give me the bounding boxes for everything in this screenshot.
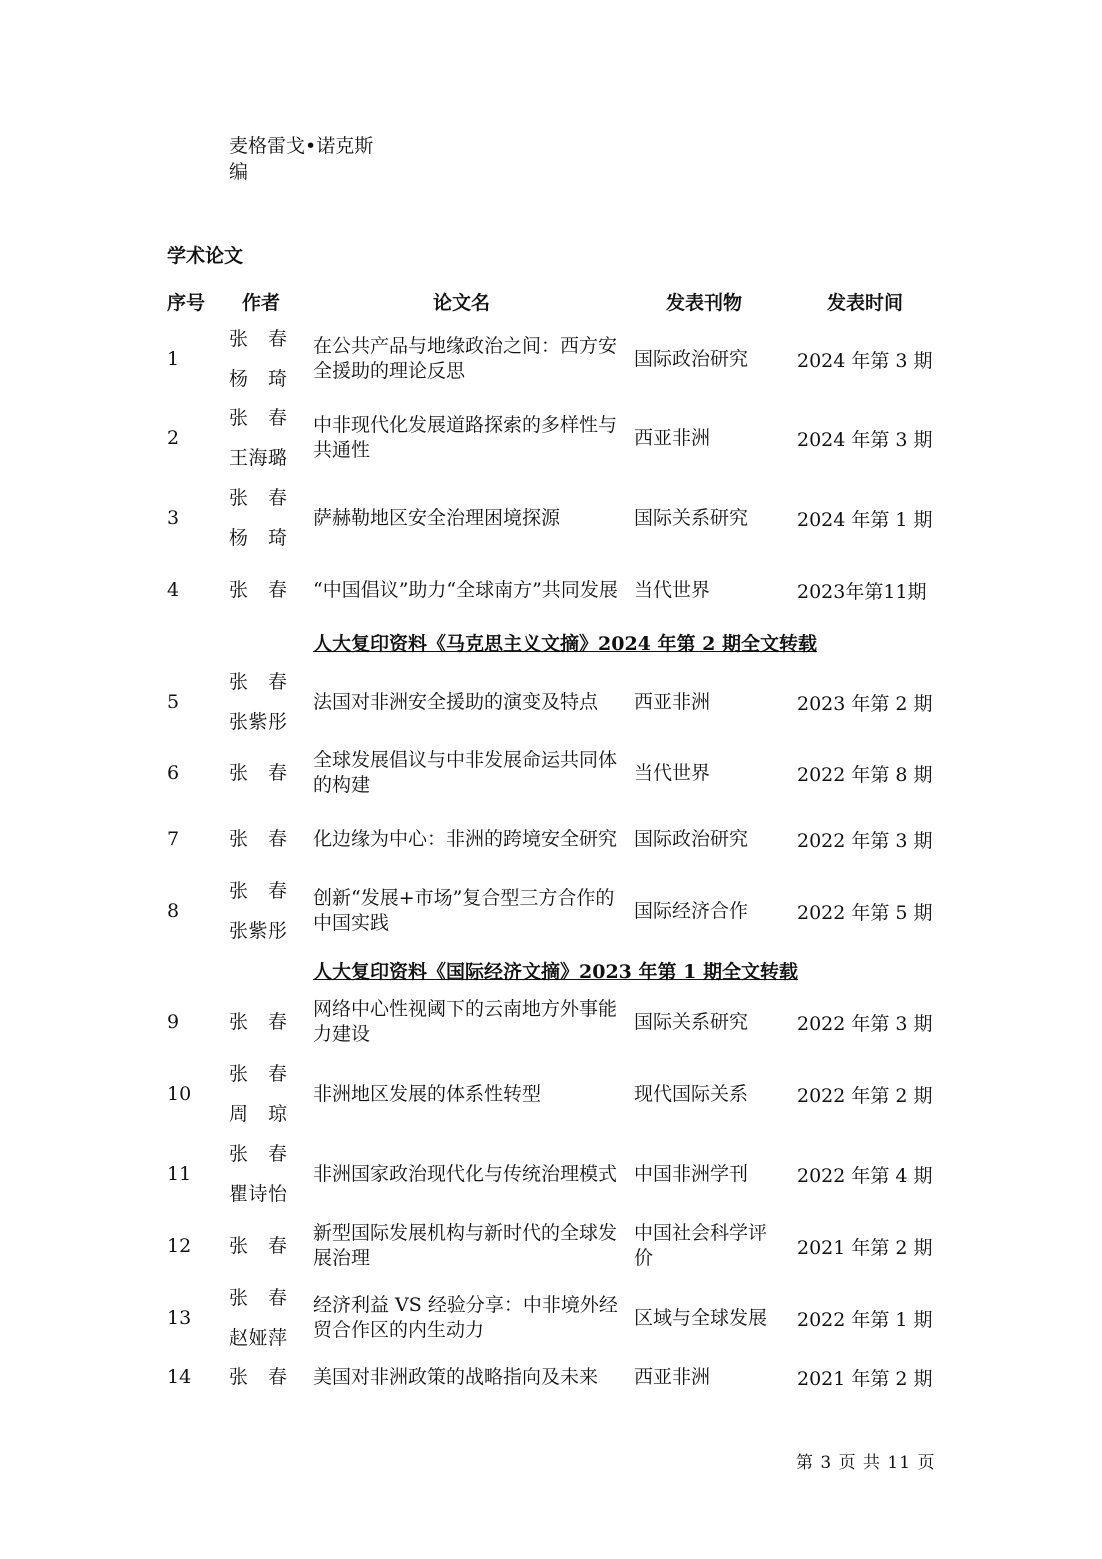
paper-title: 非洲地区发展的体系性转型 — [313, 1082, 542, 1105]
header-date: 发表时间 — [827, 292, 904, 314]
paper-title: 创新“发展+市场”复合型三方合作的中国实践 — [313, 887, 615, 934]
section-title: 学术论文 — [167, 245, 244, 267]
author-name: 周 琼 — [229, 1103, 287, 1125]
row-authors — [229, 1278, 289, 1358]
journal-name: 国际经济合作 — [634, 899, 749, 922]
journal-name: 国际政治研究 — [634, 347, 749, 370]
paper-title: 网络中心性视阈下的云南地方外事能力建设 — [313, 998, 618, 1045]
row-number: 10 — [167, 1083, 192, 1105]
author-name: 张 春 — [229, 1143, 287, 1165]
header-num: 序号 — [167, 292, 206, 314]
publish-date: 2021 年第 2 期 — [797, 1236, 933, 1259]
row-authors — [229, 814, 289, 864]
row-authors — [229, 871, 289, 951]
paper-title: 法国对非洲安全援助的演变及特点 — [313, 690, 599, 713]
author-name: 张 春 — [229, 1366, 287, 1388]
row-authors — [229, 662, 289, 742]
author-name: 张 春 — [229, 1235, 287, 1257]
author-name: 张紫彤 — [229, 711, 287, 733]
journal-name: 区域与全球发展 — [634, 1306, 768, 1329]
journal-name: 中国非洲学刊 — [634, 1162, 749, 1185]
row-authors — [229, 478, 289, 558]
author-name: 张 春 — [229, 671, 287, 693]
row-number: 8 — [167, 900, 180, 922]
publish-date: 2022 年第 2 期 — [797, 1084, 933, 1107]
row-authors — [229, 748, 289, 798]
reprint-note: 人大复印资料《马克思主义文摘》2024 年第 2 期全文转载 — [313, 633, 817, 655]
row-number: 11 — [167, 1163, 192, 1185]
author-name: 张 春 — [229, 487, 287, 509]
paper-title: 非洲国家政治现代化与传统治理模式 — [313, 1162, 618, 1185]
paper-title: 经济利益 VS 经验分享：中非境外经贸合作区的内生动力 — [313, 1294, 618, 1341]
row-authors — [229, 398, 289, 478]
editor-credit — [229, 133, 373, 185]
author-name: 张 春 — [229, 579, 287, 601]
paper-title: 萨赫勒地区安全治理困境探源 — [313, 506, 561, 529]
header-title: 论文名 — [433, 292, 491, 314]
author-name: 杨 琦 — [229, 527, 287, 549]
journal-name: 现代国际关系 — [634, 1082, 749, 1105]
author-name: 瞿诗怡 — [229, 1183, 287, 1205]
publish-date: 2022 年第 3 期 — [797, 829, 933, 852]
journal-name: 当代世界 — [634, 578, 711, 601]
publish-date: 2024 年第 3 期 — [797, 349, 933, 372]
author-name: 张 春 — [229, 328, 287, 350]
row-authors — [229, 997, 289, 1047]
journal-name: 西亚非洲 — [634, 1365, 711, 1388]
header-journal: 发表刊物 — [666, 292, 743, 314]
row-number: 9 — [167, 1011, 180, 1033]
publish-date: 2023年第11期 — [797, 580, 927, 603]
row-authors — [229, 1054, 289, 1134]
row-authors — [229, 565, 289, 615]
paper-title: 化边缘为中心：非洲的跨境安全研究 — [313, 827, 618, 850]
publish-date: 2022 年第 8 期 — [797, 763, 933, 786]
publish-date: 2022 年第 3 期 — [797, 1012, 933, 1035]
row-authors — [229, 1221, 289, 1271]
paper-title: 全球发展倡议与中非发展命运共同体的构建 — [313, 749, 618, 796]
editor-name: 麦格雷戈•诺克斯 — [229, 135, 374, 157]
author-name: 王海璐 — [229, 447, 287, 469]
row-number: 2 — [167, 427, 180, 449]
publish-date: 2021 年第 2 期 — [797, 1367, 933, 1390]
publish-date: 2022 年第 5 期 — [797, 901, 933, 924]
row-number: 3 — [167, 507, 180, 529]
row-number: 6 — [167, 762, 180, 784]
header-author: 作者 — [242, 292, 281, 314]
journal-name: 国际关系研究 — [634, 506, 749, 529]
author-name: 张 春 — [229, 1287, 287, 1309]
author-name: 张 春 — [229, 1063, 287, 1085]
author-name: 张 春 — [229, 880, 287, 902]
author-name: 张紫彤 — [229, 920, 287, 942]
row-number: 5 — [167, 691, 180, 713]
journal-name: 中国社会科学评价 — [634, 1222, 768, 1269]
row-number: 4 — [167, 579, 180, 601]
row-number: 14 — [167, 1366, 192, 1388]
row-authors — [229, 319, 289, 399]
author-name: 张 春 — [229, 1011, 287, 1033]
author-name: 赵娅萍 — [229, 1327, 287, 1349]
page-footer: 第 3 页 共 11 页 — [796, 1453, 936, 1473]
paper-title: 在公共产品与地缘政治之间：西方安全援助的理论反思 — [313, 335, 618, 382]
publish-date: 2023 年第 2 期 — [797, 692, 933, 715]
journal-name: 国际政治研究 — [634, 827, 749, 850]
author-name: 张 春 — [229, 762, 287, 784]
publish-date: 2024 年第 1 期 — [797, 508, 933, 531]
publish-date: 2022 年第 1 期 — [797, 1308, 933, 1331]
author-name: 杨 琦 — [229, 368, 287, 390]
row-number: 1 — [167, 348, 180, 370]
editor-role: 编 — [229, 161, 249, 183]
row-number: 7 — [167, 828, 180, 850]
paper-title: 美国对非洲政策的战略指向及未来 — [313, 1365, 599, 1388]
paper-title: 中非现代化发展道路探索的多样性与共通性 — [313, 414, 618, 461]
journal-name: 当代世界 — [634, 761, 711, 784]
paper-title: 新型国际发展机构与新时代的全球发展治理 — [313, 1222, 618, 1269]
row-authors — [229, 1352, 289, 1402]
row-number: 13 — [167, 1307, 192, 1329]
paper-title: “中国倡议”助力“全球南方”共同发展 — [313, 578, 618, 601]
journal-name: 西亚非洲 — [634, 690, 711, 713]
author-name: 张 春 — [229, 828, 287, 850]
row-number: 12 — [167, 1235, 192, 1257]
journal-name: 西亚非洲 — [634, 426, 711, 449]
publish-date: 2022 年第 4 期 — [797, 1164, 933, 1187]
publish-date: 2024 年第 3 期 — [797, 428, 933, 451]
journal-name: 国际关系研究 — [634, 1010, 749, 1033]
row-authors — [229, 1134, 289, 1214]
reprint-note: 人大复印资料《国际经济文摘》2023 年第 1 期全文转载 — [313, 961, 798, 983]
author-name: 张 春 — [229, 407, 287, 429]
